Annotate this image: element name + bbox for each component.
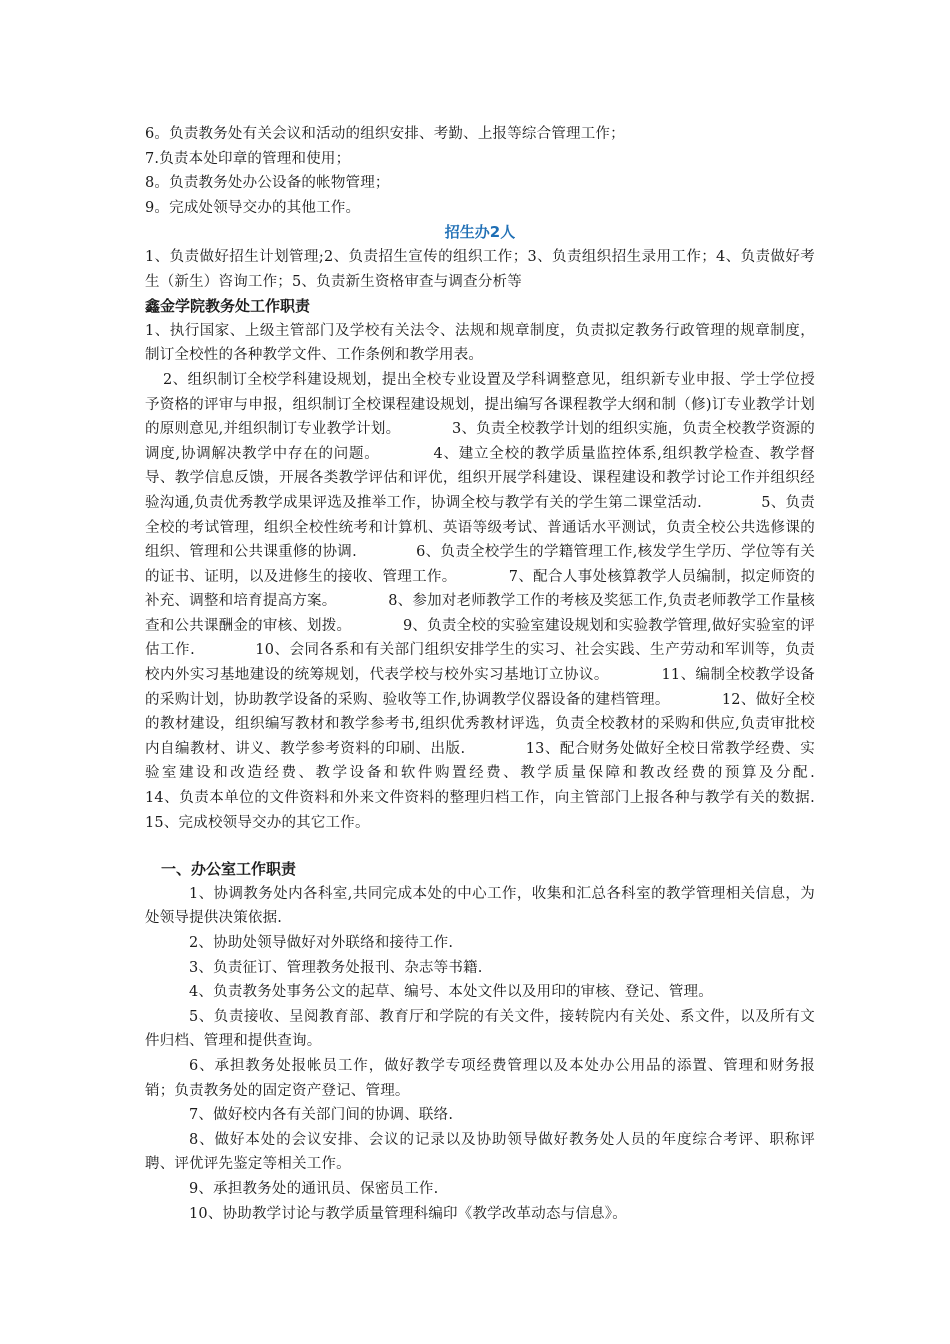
office-duty-item: 9、承担教务处的通讯员、保密员工作. (189, 1180, 439, 1197)
academic-affairs-para-1: 1、执行国家、上级主管部门及学校有关法令、法规和规章制度，负责拟定教务行政管理的规章制度，制订全校性的各种教学文件、工作条例和教学用表。 (145, 322, 815, 364)
office-duties-list (145, 882, 815, 1226)
office-duty-item: 1、协调教务处内各科室,共同完成本处的中心工作，收集和汇总各科室的教学管理相关信息，为处领导提供决策依据. (145, 885, 815, 927)
intro-item-6: 6。负责教务处有关会议和活动的组织安排、考勤、上报等综合管理工作； (145, 126, 625, 142)
intro-item-9: 9。完成处领导交办的其他工作。 (145, 199, 361, 216)
section-spacer (145, 835, 815, 857)
office-duty-item: 3、负责征订、管理教务处报刊、杂志等书籍. (189, 959, 483, 976)
office-duty-item: 6、承担教务处报帐员工作，做好教学专项经费管理以及本处办公用品的添置、管理和财务报销；负责教务处的固定资产登记、管理。 (145, 1057, 815, 1099)
document-content (145, 122, 874, 1226)
intro-item-8: 8。负责教务处办公设备的帐物管理； (145, 175, 390, 192)
office-duties-title: 一、办公室工作职责 (161, 860, 297, 879)
office-duty-item: 4、负责教务处事务公文的起草、编号、本处文件以及用印的审核、登记、管理。 (189, 984, 713, 1001)
academic-affairs-title: 鑫金学院教务处工作职责 (145, 297, 311, 316)
admissions-title: 招生办2人 (444, 223, 516, 242)
admissions-text: 1、负责做好招生计划管理;2、负责招生宣传的组织工作；3、负责组织招生录用工作；4、负责做好考生（新生）咨询工作；5、负责新生资格审查与调查分析等 (145, 248, 815, 290)
intro-item-7: 7.负责本处印章的管理和使用； (145, 150, 351, 167)
office-duty-item: 7、做好校内各有关部门间的协调、联络. (189, 1107, 454, 1124)
academic-affairs-para-2: 2、组织制订全校学科建设规划，提出全校专业设置及学科调整意见，组织新专业申报、学士学位授予资格的评审与申报，组织制订全校课程建设规划，提出编写各课程教学大纲和制（修)订专业教学计划的原则意见,并组织制订专业教学计划。 3、负责全校教学计划的组织实施，负责全校教学资源的调度,协调解决教学中存在的问题。 4、建立全校的教学质量监控体系,组织教学检查、教学督导、教学信息反馈，开展各类教学评估和评优，组织开展学科建设、课程建设和教学讨论工作并组织经验沟通,负责优秀教学成果评选及推举工作，协调全校与教学有关的学生第二课堂活动. 5、负责全校的考试管理，组织全校性统考和计算机、英语等级考试、普通话水平测试，负责全校公共选修课的组织、管理和公共课重修的协调. 6、负责全校学生的学籍管理工作,核发学生学历、学位等有关的证书、证明，以及进修生的接收、管理工作。 7、配合人事处核算教学人员编制，拟定师资的补充、调整和培育提高方案。 8、参加对老师教学工作的考核及奖惩工作,负责老师教学工作量核查和公共课酬金的审核、划拨。 9、负责全校的实验室建设规划和实验教学管理,做好实验室的评估工作. 10、会同各系和有关部门组织安排学生的实习、社会实践、生产劳动和军训等，负责校内外实习基地建设的统筹规划，代表学校与校外实习基地订立协议。 11、编制全校教学设备的采购计划，协助教学设备的采购、验收等工作,协调教学仪器设备的建档管理。 12、做好全校的教材建设，组织编写教材和教学参考书,组织优秀教材评选，负责全校教材的采购和供应,负责审批校内自编教材、讲义、教学参考资料的印刷、出版. 13、配合财务处做好全校日常教学经费、实验室建设和改造经费、教学设备和软件购置经费、教学质量保障和教改经费的预算及分配. 14、负责本单位的文件资料和外来文件资料的整理归档工作，向主管部门上报各种与教学有关的数据. 15、完成校领导交办的其它工作。 (145, 371, 874, 831)
office-duty-item: 2、协助处领导做好对外联络和接待工作. (189, 935, 454, 951)
office-duty-item: 8、做好本处的会议安排、会议的记录以及协助领导做好教务处人员的年度综合考评、职称评聘、评优评先鉴定等相关工作。 (145, 1131, 815, 1173)
office-duty-item: 5、负责接收、呈阅教育部、教育厅和学院的有关文件，接转院内有关处、系文件，以及所有文件归档、管理和提供查询。 (145, 1008, 815, 1050)
office-duty-item: 10、协助教学讨论与教学质量管理科编印《教学改革动态与信息》。 (189, 1205, 627, 1222)
